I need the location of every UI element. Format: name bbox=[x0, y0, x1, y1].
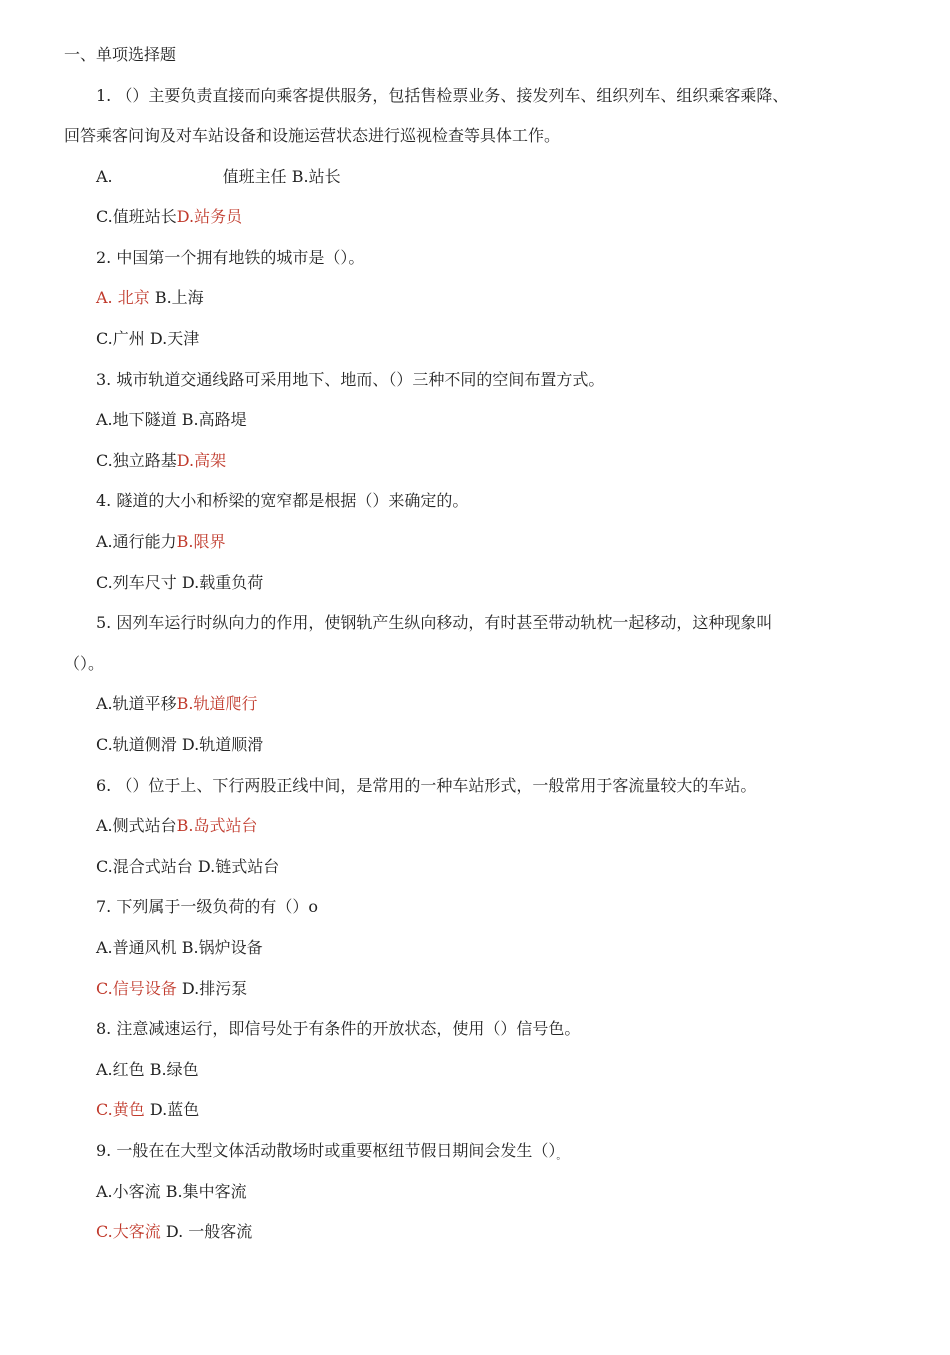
question-7-option-line-1: A.普通风机 B.锅炉设备 bbox=[96, 938, 263, 957]
option-a: A.侧式站台 bbox=[96, 816, 177, 835]
question-3-stem: 3. 城市轨道交通线路可采用地下、地而、（）三种不同的空间布置方式。 bbox=[96, 370, 605, 389]
question-1-stem: 1. （）主要负责直接而向乘客提供服务，包括售检票业务、接发列车、组织列车、组织乘客乘降、 bbox=[96, 86, 789, 105]
question-5-stem: 5. 因列车运行时纵向力的作用，使钢轨产生纵向移动，有时甚至带动轨枕一起移动，这种现象叫 bbox=[96, 613, 773, 632]
question-5-stem-cont: （）。 bbox=[64, 654, 105, 673]
answer-option-a: A. 北京 bbox=[96, 288, 150, 307]
question-8-option-line-2 bbox=[96, 1099, 199, 1121]
question-4-stem: 4. 隧道的大小和桥梁的宽窄都是根据（）来确定的。 bbox=[96, 491, 469, 510]
option-a: A.通行能力 bbox=[96, 532, 177, 551]
option-c: C.独立路基 bbox=[96, 451, 177, 470]
option-d: D.蓝色 bbox=[144, 1100, 200, 1119]
question-7-option-line-2 bbox=[96, 978, 247, 1000]
question-2-stem: 2. 中国第一个拥有地铁的城市是（）。 bbox=[96, 248, 365, 267]
question-7-stem: 7. 下列属于一级负荷的有（）o bbox=[96, 897, 318, 916]
question-1-stem-cont: 回答乘客问询及对车站设备和设施运营状态进行巡视检查等具体工作。 bbox=[64, 126, 561, 145]
answer-option-d: D.高架 bbox=[176, 451, 227, 470]
option-a: A.轨道平移 bbox=[96, 694, 177, 713]
question-2-option-line-2: C.广州 D.天津 bbox=[96, 329, 200, 348]
question-1-option-line-1 bbox=[96, 166, 341, 188]
question-8-stem: 8. 注意减速运行，即信号处于有条件的开放状态，使用（）信号色。 bbox=[96, 1019, 581, 1038]
answer-option-d: D.站务员 bbox=[176, 207, 243, 226]
question-9-stem bbox=[96, 1140, 566, 1162]
answer-option-b: B.限界 bbox=[176, 532, 226, 551]
question-5-option-line-2: C.轨道侧滑 D.轨道顺滑 bbox=[96, 735, 264, 754]
answer-option-c: C.信号设备 bbox=[96, 979, 177, 998]
answer-option-b: B.轨道爬行 bbox=[176, 694, 258, 713]
question-9-stem-mark: 。 bbox=[556, 1151, 567, 1162]
question-9-option-line-1: A.小客流 B.集中客流 bbox=[96, 1182, 247, 1201]
question-9-option-line-2 bbox=[96, 1221, 252, 1243]
section-title: 一、单项选择题 bbox=[64, 45, 177, 64]
answer-option-c: C.黄色 bbox=[96, 1100, 145, 1119]
option-a: A. bbox=[96, 167, 113, 186]
question-6-option-line-1 bbox=[96, 815, 258, 837]
question-2-option-line-1 bbox=[96, 287, 204, 309]
question-5-option-line-1 bbox=[96, 693, 258, 715]
question-6-stem: 6. （）位于上、下行两股正线中间，是常用的一种车站形式，一般常用于客流量较大的车站。 bbox=[96, 776, 757, 795]
option-b: B.上海 bbox=[149, 288, 204, 307]
question-3-option-line-1: A.地下隧道 B.高路堤 bbox=[96, 410, 247, 429]
question-4-option-line-1 bbox=[96, 531, 226, 553]
option-d: D. 一般客流 bbox=[160, 1222, 253, 1241]
question-1-option-line-2 bbox=[96, 206, 242, 228]
answer-option-b: B.岛式站台 bbox=[176, 816, 258, 835]
answer-option-c: C.大客流 bbox=[96, 1222, 161, 1241]
option-c: C.值班站长 bbox=[96, 207, 177, 226]
option-a-b-text: 值班主任 B.站长 bbox=[222, 167, 341, 186]
question-8-option-line-1: A.红色 B.绿色 bbox=[96, 1060, 199, 1079]
question-4-option-line-2: C.列车尺寸 D.载重负荷 bbox=[96, 573, 264, 592]
question-3-option-line-2 bbox=[96, 450, 226, 472]
question-6-option-line-2: C.混合式站台 D.链式站台 bbox=[96, 857, 280, 876]
question-9-stem-text: 9. 一般在在大型文体活动散场时或重要枢纽节假日期间会发生（） bbox=[96, 1141, 557, 1160]
option-d: D.排污泵 bbox=[176, 979, 248, 998]
